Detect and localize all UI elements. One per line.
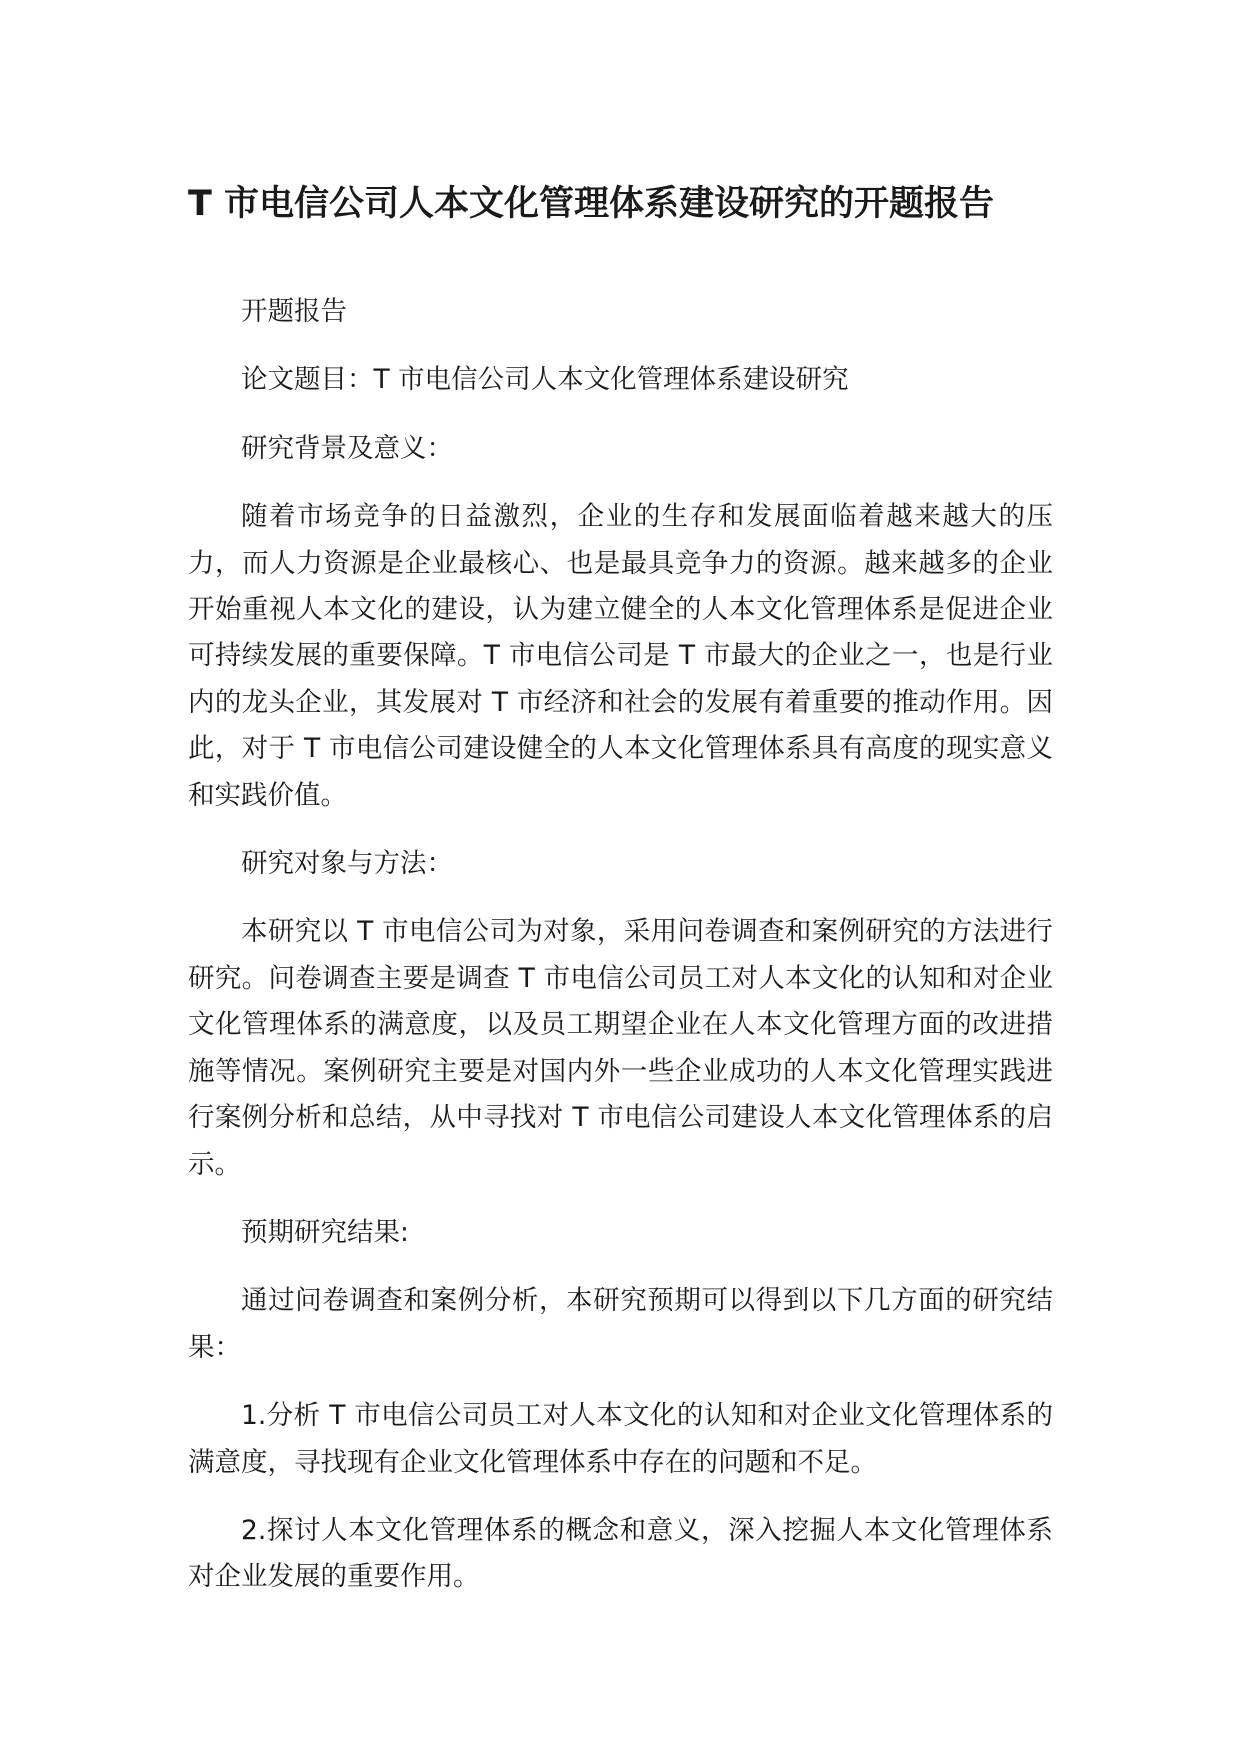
document-title: T 市电信公司人本文化管理体系建设研究的开题报告	[188, 184, 995, 224]
paragraph-thesis-title: 论文题目：T 市电信公司人本文化管理体系建设研究	[241, 364, 849, 396]
list-item-result-1: 1.分析 T 市电信公司员工对人本文化的认知和对企业文化管理体系的满意度，寻找现有企业文化管理体系中存在的问题和不足。	[188, 1400, 1053, 1478]
paragraph-background: 随着市场竞争的日益激烈，企业的生存和发展面临着越来越大的压力，而人力资源是企业最核心、也是最具竞争力的资源。越来越多的企业开始重视人本文化的建设，认为建立健全的人本文化管理体系是促进企业可持续发展的重要保障。T 市电信公司是 T 市最大的企业之一，也是行业内的龙头企业，其发展对 T 市经济和社会的发展有着重要的推动作用。因此，对于 T 市电信公司建设健全的人本文化管理体系具有高度的现实意义和实践价值。	[188, 501, 1053, 811]
section-heading-method: 研究对象与方法：	[241, 848, 453, 880]
section-heading-background: 研究背景及意义：	[241, 432, 453, 464]
paragraph-heading-report: 开题报告	[241, 296, 347, 327]
paragraph-expected-intro: 通过问卷调查和案例分析，本研究预期可以得到以下几方面的研究结果：	[188, 1285, 1053, 1363]
section-heading-expected-results: 预期研究结果:	[241, 1216, 409, 1248]
document-body	[188, 289, 1053, 1623]
list-item-result-2: 2.探讨人本文化管理体系的概念和意义，深入挖掘人本文化管理体系对企业发展的重要作用。	[188, 1514, 1053, 1593]
paragraph-method: 本研究以 T 市电信公司为对象，采用问卷调查和案例研究的方法进行研究。问卷调查主要是调查 T 市电信公司员工对人本文化的认知和对企业文化管理体系的满意度，以及员工期望企业在人本文化管理方面的改进措施等情况。案例研究主要是对国内外一些企业成功的人本文化管理实践进行案例分析和总结，从中寻找对 T 市电信公司建设人本文化管理体系的启示。	[188, 916, 1053, 1180]
